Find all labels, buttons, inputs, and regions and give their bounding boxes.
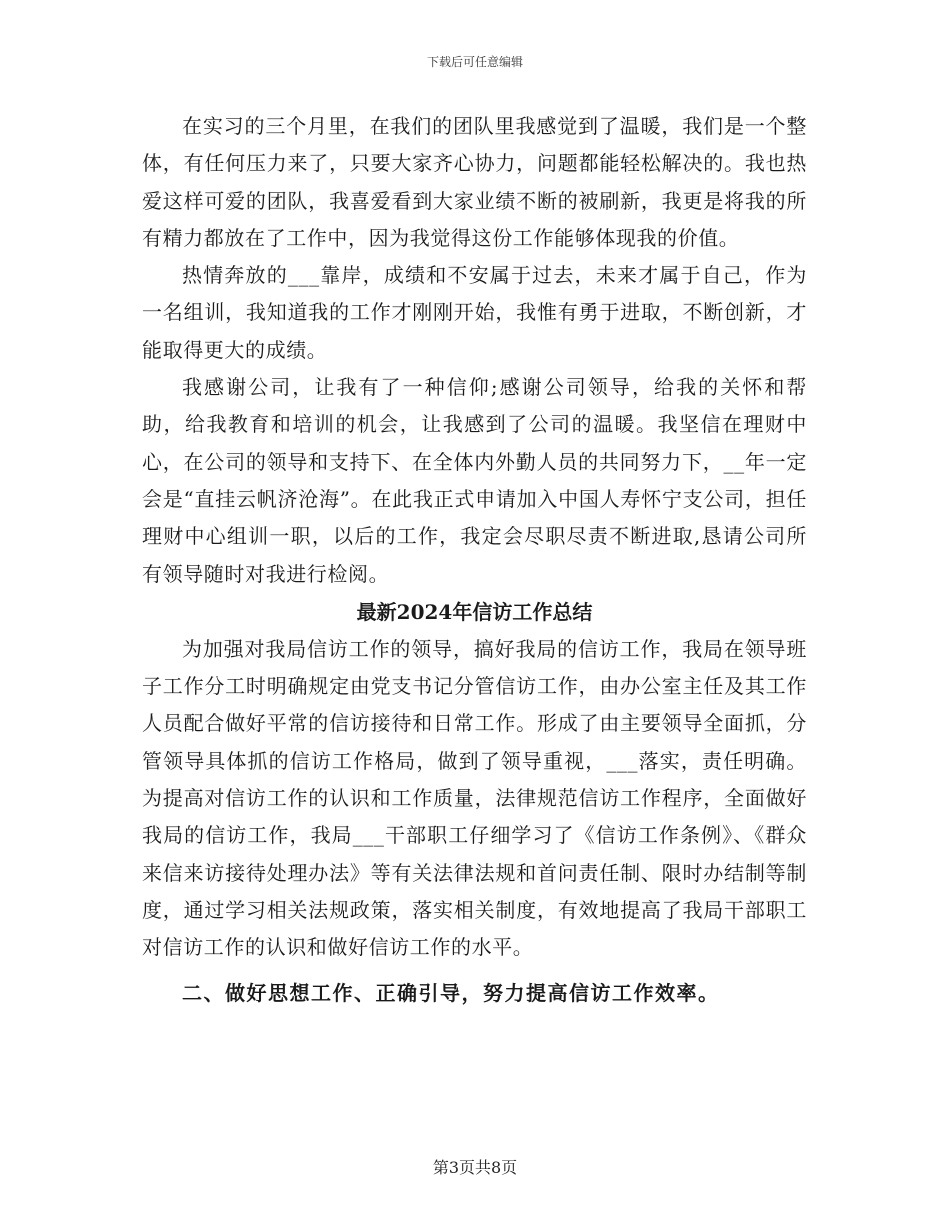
section-title: 最新2024年信访工作总结 [356, 599, 593, 624]
page-number-footer: 第3页共8页 [432, 1158, 518, 1177]
document-body [142, 108, 807, 1013]
paragraph-gratitude-application: 我感谢公司，让我有了一种信仰;感谢公司领导，给我的关怀和帮助，给我教育和培训的机会，让我感到了公司的温暖。我坚信在理财中心，在公司的领导和支持下、在全体内外勤人员的共同努力下，__年一定会是“直挂云帆济沧海”。在此我正式申请加入中国人寿怀宁支公司，担任理财中心组训一职，以后的工作，我定会尽职尽责不断进取,恳请公司所有领导随时对我进行检阅。 [142, 375, 807, 586]
subheading-ideological-work: 二、做好思想工作、正确引导，努力提高信访工作效率。 [182, 980, 720, 1005]
page-header-note: 下载后可任意编辑 [426, 55, 523, 69]
paragraph-petition-leadership: 为加强对我局信访工作的领导，搞好我局的信访工作，我局在领导班子工作分工时明确规定由党支书记分管信访工作，由办公室主任及其工作人员配合做好平常的信访接待和日常工作。形成了由主要领导全面抓，分管领导具体抓的信访工作格局，做到了领导重视，___落实，责任明确。为提高对信访工作的认识和工作质量，法律规范信访工作程序，全面做好我局的信访工作，我局___干部职工仔细学习了《信访工作条例》、《群众来信来访接待处理办法》等有关法律法规和首问责任制、限时办结制等制度，通过学习相关法规政策，落实相关制度，有效地提高了我局干部职工对信访工作的认识和做好信访工作的水平。 [142, 636, 807, 960]
paragraph-team-warmth: 在实习的三个月里，在我们的团队里我感觉到了温暖，我们是一个整体，有任何压力来了，只要大家齐心协力，问题都能轻松解决的。我也热爱这样可爱的团队，我喜爱看到大家业绩不断的被刷新，我更是将我的所有精力都放在了工作中，因为我觉得这份工作能够体现我的价值。 [142, 114, 807, 250]
paragraph-future-progress: 热情奔放的___靠岸，成绩和不安属于过去，未来才属于自己，作为一名组训，我知道我的工作才刚刚开始，我惟有勇于进取，不断创新，才能取得更大的成绩。 [142, 263, 807, 362]
